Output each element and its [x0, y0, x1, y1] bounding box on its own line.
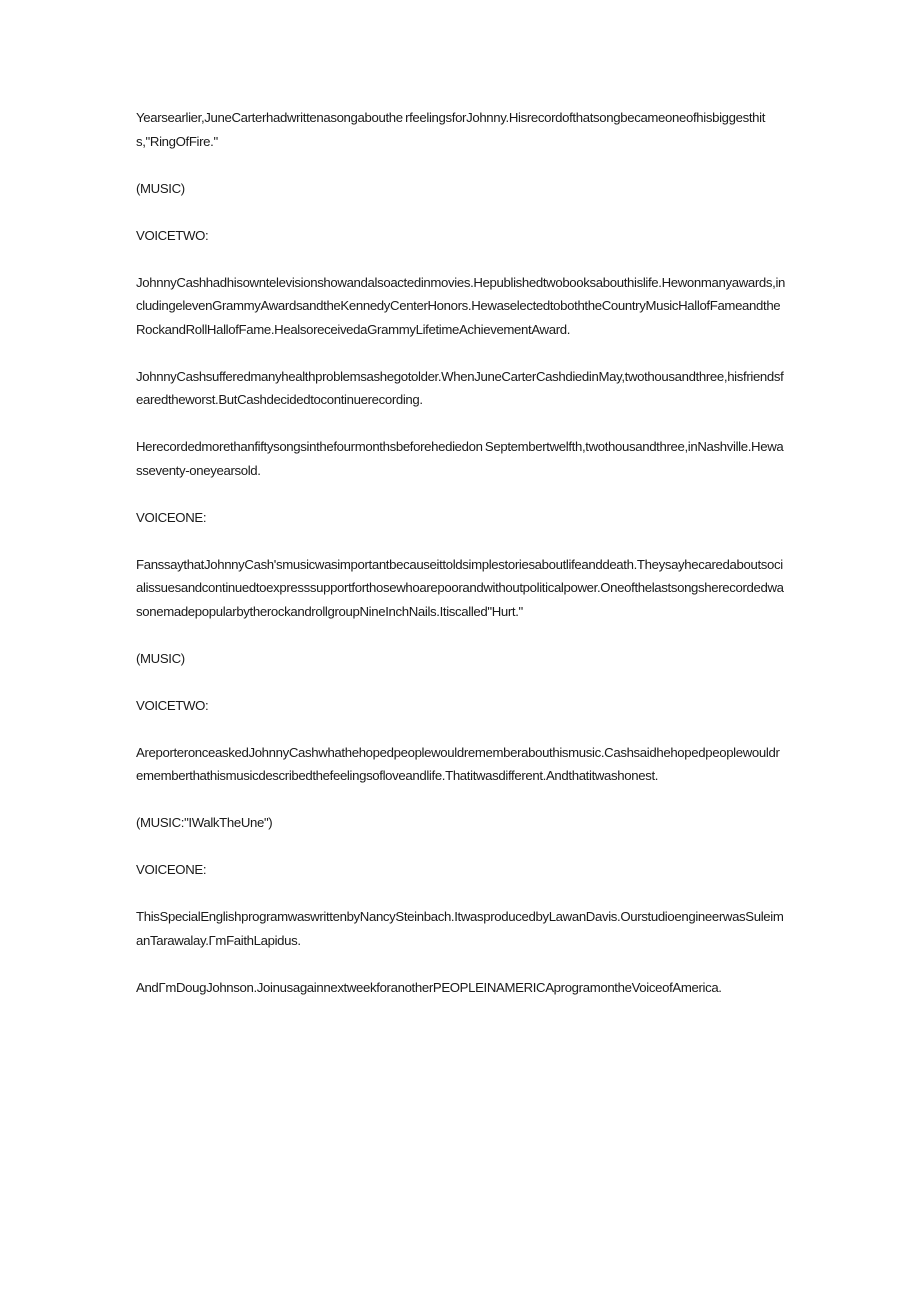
paragraph-closing: AndΓmDougJohnson.JoinusagainnextweekforanotherPEOPLEINAMERICAprogramontheVoiceofAmerica. — [136, 979, 722, 995]
paragraph-health: JohnnyCashsufferedmanyhealthproblemsashegotolder.WhenJuneCarterCashdiedinMay,twothousandthree,hisfriendsfearedtheworst.ButCashdecidedtocontinuerecording. — [136, 368, 784, 407]
music-cue: (MUSIC) — [136, 180, 185, 196]
paragraph-reporter: AreporteronceaskedJohnnyCashwhathehopedpeoplewouldrememberabouthismusic.Cashsaidhehopedpeoplewouldrememberthathismusicdescribedthefeelingsofloveandlife.Thatitwasdifferent.Andthatitwashonest. — [136, 744, 780, 783]
paragraph-awards: JohnnyCashhadhisowntelevisionshowandalsoactedinmovies.Hepublishedtwobooksabouthislife.Hewonmanyawards,includingelevenGrammyAwardsandtheKennedyCenterHonors.HewaselectedtoboththeCountryMusicHallofFameandtheRockandRollHallofFame.HealsoreceivedaGrammyLifetimeAchievementAward. — [136, 274, 786, 337]
paragraph-credits: ThisSpecialEnglishprogramwaswrittenbyNancySteinbach.ItwasproducedbyLawanDavis.OurstudioengineerwasSuleimanTarawalay.ΓmFaithLapidus. — [136, 909, 784, 948]
music-cue: (MUSIC) — [136, 650, 185, 666]
music-cue: (MUSIC:"IWalkTheUne") — [136, 815, 273, 830]
speaker-label: VOICEONE: — [136, 509, 207, 525]
speaker-label: VOICEONE: — [136, 862, 207, 877]
speaker-label: VOICETWO: — [136, 227, 209, 243]
paragraph-ring-of-fire: Yearsearlier,JuneCarterhadwrittenasongabouthe rfeelingsforJohnny.Hisrecordofthatsongbecameoneofhisbiggesthits,"RingOfFire." — [136, 110, 766, 149]
speaker-label: VOICETWO: — [136, 697, 209, 713]
document-body — [136, 106, 786, 1023]
paragraph-fans: FanssaythatJohnnyCash'smusicwasimportantbecauseittoldsimplestoriesaboutlifeanddeath.Theysayhecaredaboutsocialissuesandcontinuedtoexpresssupportforthosewhoarepoorandwithoutpoliticalpower.OneofthelastsongsherecordedwasonemadepopularbytherockandrollgroupNineInchNails.Itiscalled"Hurt." — [136, 556, 784, 619]
paragraph-last-recordings: Herecordedmorethanfiftysongsinthefourmonthsbeforehediedon Septembertwelfth,twothousandthree,inNashville.Hewasseventy-oneyearsold. — [136, 439, 784, 478]
